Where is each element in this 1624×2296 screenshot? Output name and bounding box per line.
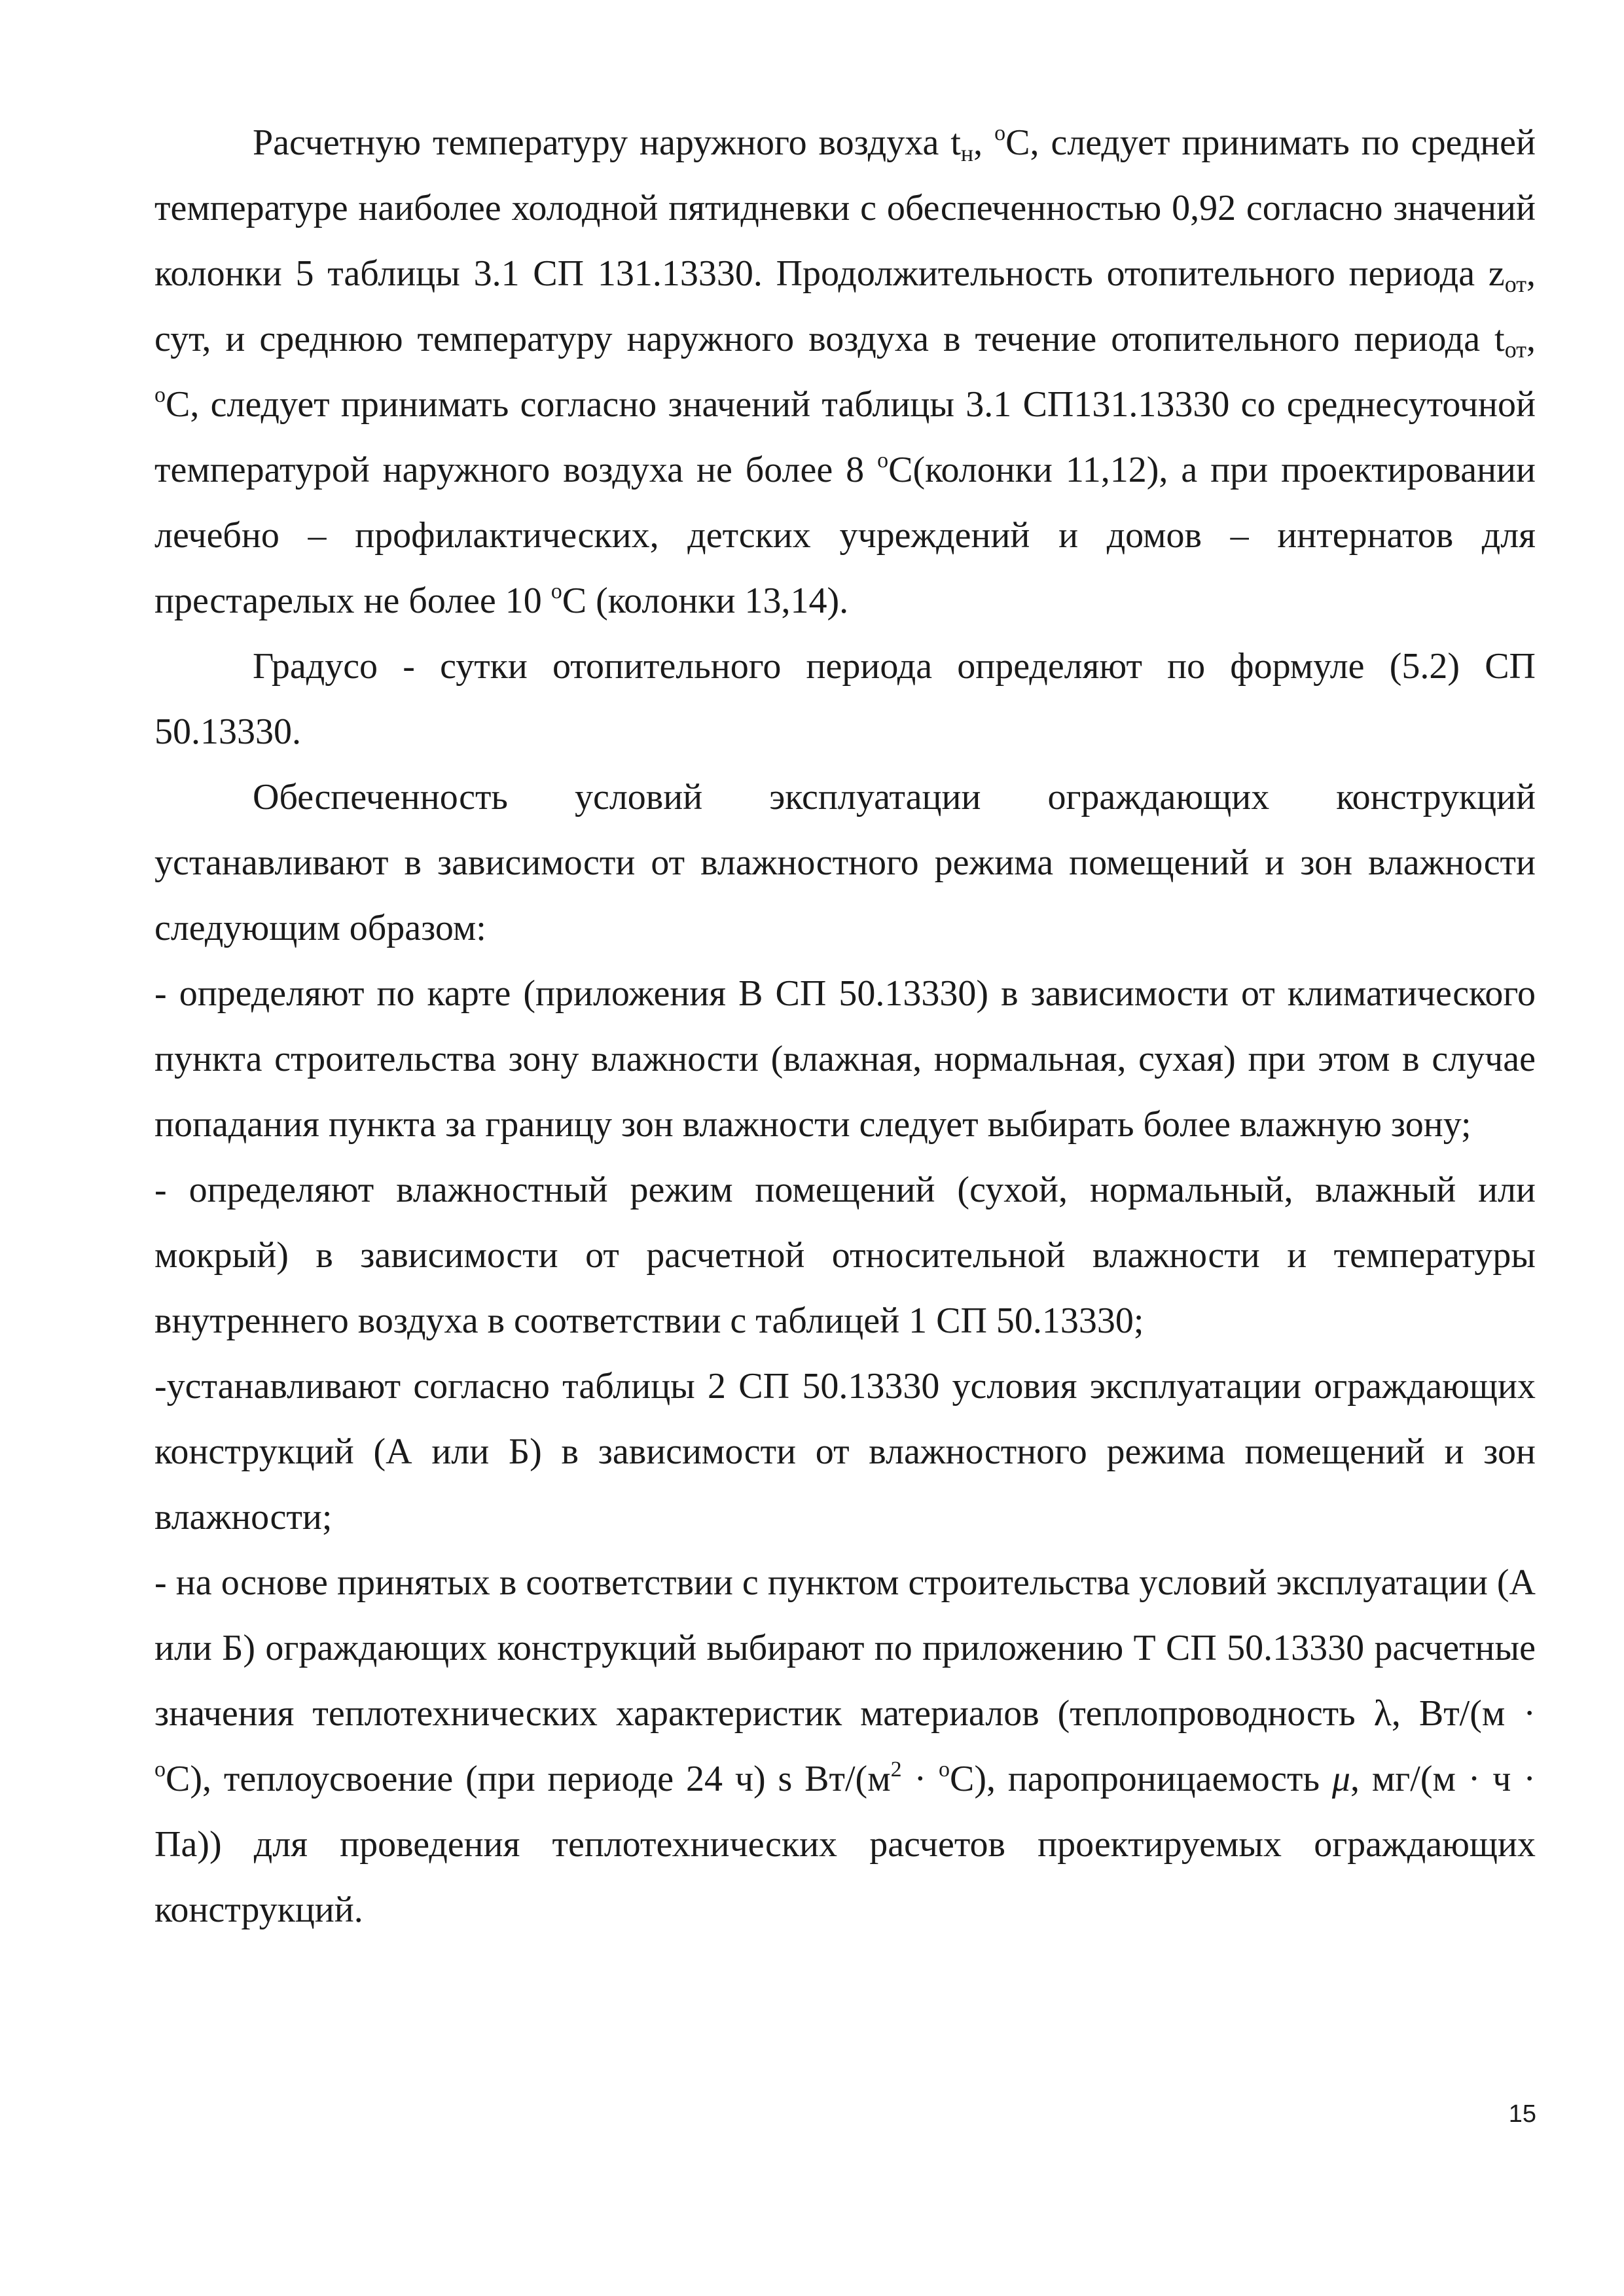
text-segment: Расчетную температуру наружного воздуха t	[253, 122, 961, 163]
subscript-ot: от	[1504, 271, 1526, 297]
list-item-humidity-regime: - определяют влажностный режим помещений (сухой, нормальный, влажный или мокрый) в зависимости от расчетной относительной влажности и температуры внутреннего воздуха в соответствии с таблицей 1 СП 50.13330;	[154, 1170, 1536, 1341]
list-item-material-characteristics	[154, 1550, 1536, 1943]
text-segment: ,	[1526, 319, 1536, 359]
degree-mark: о	[939, 1757, 950, 1782]
text-segment: , сут, и среднюю температуру наружного воздуха в течение отопительного периода t	[154, 253, 1536, 359]
degree-mark: о	[877, 448, 889, 473]
paragraph-design-temperature	[154, 110, 1536, 634]
superscript-2: 2	[890, 1757, 902, 1782]
text-segment: ·	[901, 1759, 939, 1799]
document-body	[154, 110, 1536, 1943]
text-segment: С(колонки 11,12), а при проектировании лечебно – профилактических, детских учреждений и домов – интернатов для престарелых не более 10	[154, 450, 1536, 621]
list-item-humidity-zone: - определяют по карте (приложения В СП 50.13330) в зависимости от климатического пункта строительства зону влажности (влажная, нормальная, сухая) при этом в случае попадания пункта за границу зон влажности следует выбирать более влажную зону;	[154, 973, 1536, 1145]
degree-mark: о	[550, 579, 562, 603]
degree-mark: о	[994, 121, 1006, 145]
list-item-operating-conditions: -устанавливают согласно таблицы 2 СП 50.13330 условия эксплуатации ограждающих конструкций (А или Б) в зависимости от влажностного режима помещений и зон влажности;	[154, 1366, 1536, 1537]
text-segment: С), паропроницаемость	[950, 1759, 1332, 1799]
subscript-n: н	[960, 140, 974, 166]
text-segment: С), теплоусвоение (при периоде 24 ч) s Вт/(м	[166, 1759, 891, 1799]
text-segment: - на основе принятых в соответствии с пунктом строительства условий эксплуатации (А или Б) ограждающих конструкций выбирают по приложению Т СП 50.13330 расчетные значения теплотехнических характеристик материалов (теплопроводность λ, Вт/(м ·	[154, 1562, 1536, 1734]
paragraph-operating-conditions: Обеспеченность условий эксплуатации ограждающих конструкций устанавливают в зависимости от влажностного режима помещений и зон влажности следующим образом:	[154, 777, 1536, 948]
text-segment: С (колонки 13,14).	[562, 581, 849, 621]
page-number: 15	[1508, 2100, 1536, 2128]
degree-mark: о	[154, 383, 166, 407]
text-segment: ,	[973, 122, 995, 163]
degree-mark: о	[154, 1757, 166, 1782]
mu-symbol: μ	[1331, 1759, 1350, 1799]
text-segment: С, следует принимать согласно значений таблицы 3.1 СП131.13330 со среднесуточной температурой наружного воздуха не более 8	[154, 384, 1536, 490]
subscript-ot: от	[1504, 336, 1526, 363]
paragraph-degree-days: Градусо - сутки отопительного периода определяют по формуле (5.2) СП 50.13330.	[154, 646, 1536, 752]
text-segment: , мг/(м · ч · Па)) для проведения теплотехнических расчетов проектируемых ограждающих конструкций.	[154, 1759, 1536, 1930]
text-segment: С, следует принимать по средней температуре наиболее холодной пятидневки с обеспеченностью 0,92 согласно значений колонки 5 таблицы 3.1 СП 131.13330. Продолжительность отопительного периода z	[154, 122, 1536, 294]
